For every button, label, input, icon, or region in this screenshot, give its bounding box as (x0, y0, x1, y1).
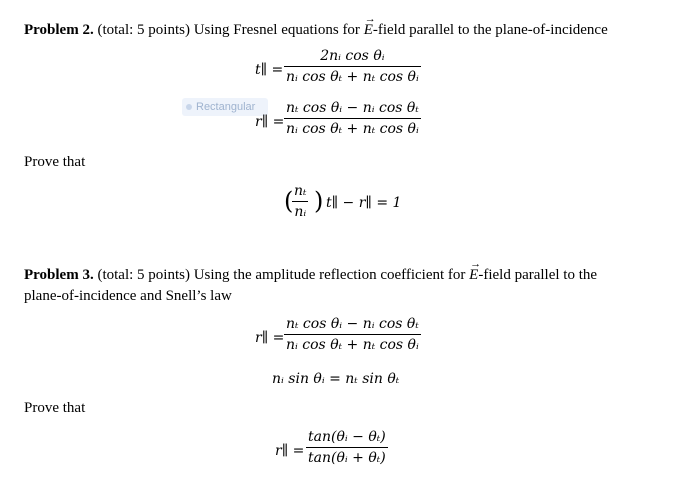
problem3-prove-label: Prove that (24, 400, 86, 416)
r-parallel-numerator: nₜ cos θᵢ − nᵢ cos θₜ (286, 100, 419, 116)
p3-goal-denominator: tan(θᵢ + θₜ) (308, 450, 386, 466)
goal-rest: t∥ − r∥ = 1 (326, 195, 402, 211)
problem3-statement (24, 265, 684, 307)
t-parallel-lhs: t∥ = (255, 62, 284, 78)
problem2-label: Problem 2. (24, 22, 94, 38)
problem3-label: Problem 3. (24, 267, 94, 283)
t-parallel-denominator: nᵢ cos θₜ + nₜ cos θᵢ (286, 69, 419, 85)
p3-goal-numerator: tan(θᵢ − θₜ) (308, 429, 386, 445)
p3-goal-fraction (306, 429, 388, 466)
problem3-text-a: (total: 5 points) Using the amplitude reflection coefficient for (97, 267, 470, 283)
r-parallel-fraction (284, 100, 421, 137)
right-paren: ) (314, 187, 324, 215)
overlay-dot-icon (186, 104, 192, 110)
r-parallel-denominator: nᵢ cos θₜ + nₜ cos θᵢ (286, 121, 419, 137)
p3-r-parallel-lhs: r∥ = (255, 330, 285, 346)
e-vector-symbol: → E (364, 20, 373, 41)
problem2-text-b: -field parallel to the plane-of-incidence (372, 22, 608, 38)
t-parallel-numerator: 2nᵢ cos θᵢ (320, 48, 385, 64)
problem2-text-a: (total: 5 points) Using Fresnel equations for (97, 22, 364, 38)
problem2-statement (24, 20, 684, 41)
r-parallel-lhs: r∥ = (255, 114, 285, 130)
problem2-prove-label: Prove that (24, 154, 86, 170)
p3-goal-lhs: r∥ = (275, 443, 305, 459)
problem2-goal (284, 183, 424, 223)
problem3-text-b: -field parallel to the (478, 267, 598, 283)
snells-law-equation: nᵢ sin θᵢ = nₜ sin θₜ (272, 371, 400, 387)
overlay-label: Rectangular (196, 101, 256, 113)
left-paren: ( (284, 187, 294, 215)
p3-r-parallel-denominator: nᵢ cos θₜ + nₜ cos θᵢ (286, 337, 419, 353)
e-vector-symbol: → E (469, 265, 478, 286)
goal-ratio-fraction (292, 183, 308, 220)
goal-ratio-numerator: nₜ (294, 183, 307, 199)
p3-r-parallel-numerator: nₜ cos θᵢ − nᵢ cos θₜ (286, 316, 419, 332)
goal-ratio-denominator: nᵢ (294, 204, 307, 220)
p3-r-parallel-fraction (284, 316, 421, 353)
problem3-text-line2: plane-of-incidence and Snell’s law (24, 288, 232, 304)
t-parallel-fraction (284, 48, 421, 85)
